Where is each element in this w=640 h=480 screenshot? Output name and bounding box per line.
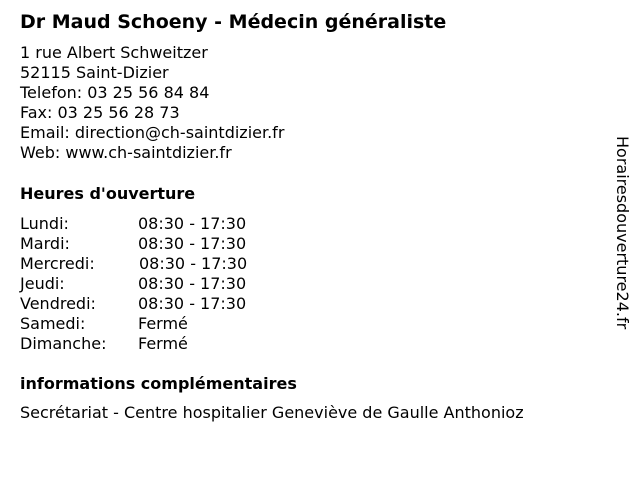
hours-value: 08:30 - 17:30 xyxy=(139,254,248,273)
opening-hours-heading: Heures d'ouverture xyxy=(20,184,196,203)
additional-info-heading: informations complémentaires xyxy=(20,374,297,393)
email-address[interactable]: Email: direction@ch-saintdizier.fr xyxy=(20,123,285,142)
opening-hours-table xyxy=(20,214,320,354)
address-street: 1 rue Albert Schweitzer xyxy=(20,43,208,62)
hours-value: 08:30 - 17:30 xyxy=(138,274,247,293)
website-address[interactable]: Web: www.ch-saintdizier.fr xyxy=(20,143,232,162)
hours-row-monday xyxy=(20,214,320,234)
day-label: Vendredi: xyxy=(20,294,96,313)
hours-value: Fermé xyxy=(138,314,188,333)
day-label: Lundi: xyxy=(20,214,69,233)
page-title: Dr Maud Schoeny - Médecin généraliste xyxy=(20,11,447,33)
hours-row-friday xyxy=(20,294,320,314)
hours-value: 08:30 - 17:30 xyxy=(138,214,247,233)
hours-row-tuesday xyxy=(20,234,320,254)
hours-value: Fermé xyxy=(138,334,188,353)
hours-value: 08:30 - 17:30 xyxy=(138,234,247,253)
hours-row-wednesday xyxy=(20,254,320,274)
hours-row-sunday xyxy=(20,334,320,354)
address-city: 52115 Saint-Dizier xyxy=(20,63,169,82)
day-label: Dimanche: xyxy=(20,334,107,353)
day-label: Mercredi: xyxy=(20,254,95,273)
contact-block xyxy=(20,43,284,163)
hours-row-thursday xyxy=(20,274,320,294)
phone-number[interactable]: Telefon: 03 25 56 84 84 xyxy=(20,83,210,102)
fax-number: Fax: 03 25 56 28 73 xyxy=(20,103,180,122)
hours-value: 08:30 - 17:30 xyxy=(138,294,247,313)
site-watermark: Horairesdouverture24.fr xyxy=(613,136,632,330)
hours-row-saturday xyxy=(20,314,320,334)
day-label: Jeudi: xyxy=(20,274,65,293)
day-label: Mardi: xyxy=(20,234,70,253)
additional-info-text: Secrétariat - Centre hospitalier Geneviève de Gaulle Anthonioz xyxy=(20,403,524,422)
day-label: Samedi: xyxy=(20,314,86,333)
